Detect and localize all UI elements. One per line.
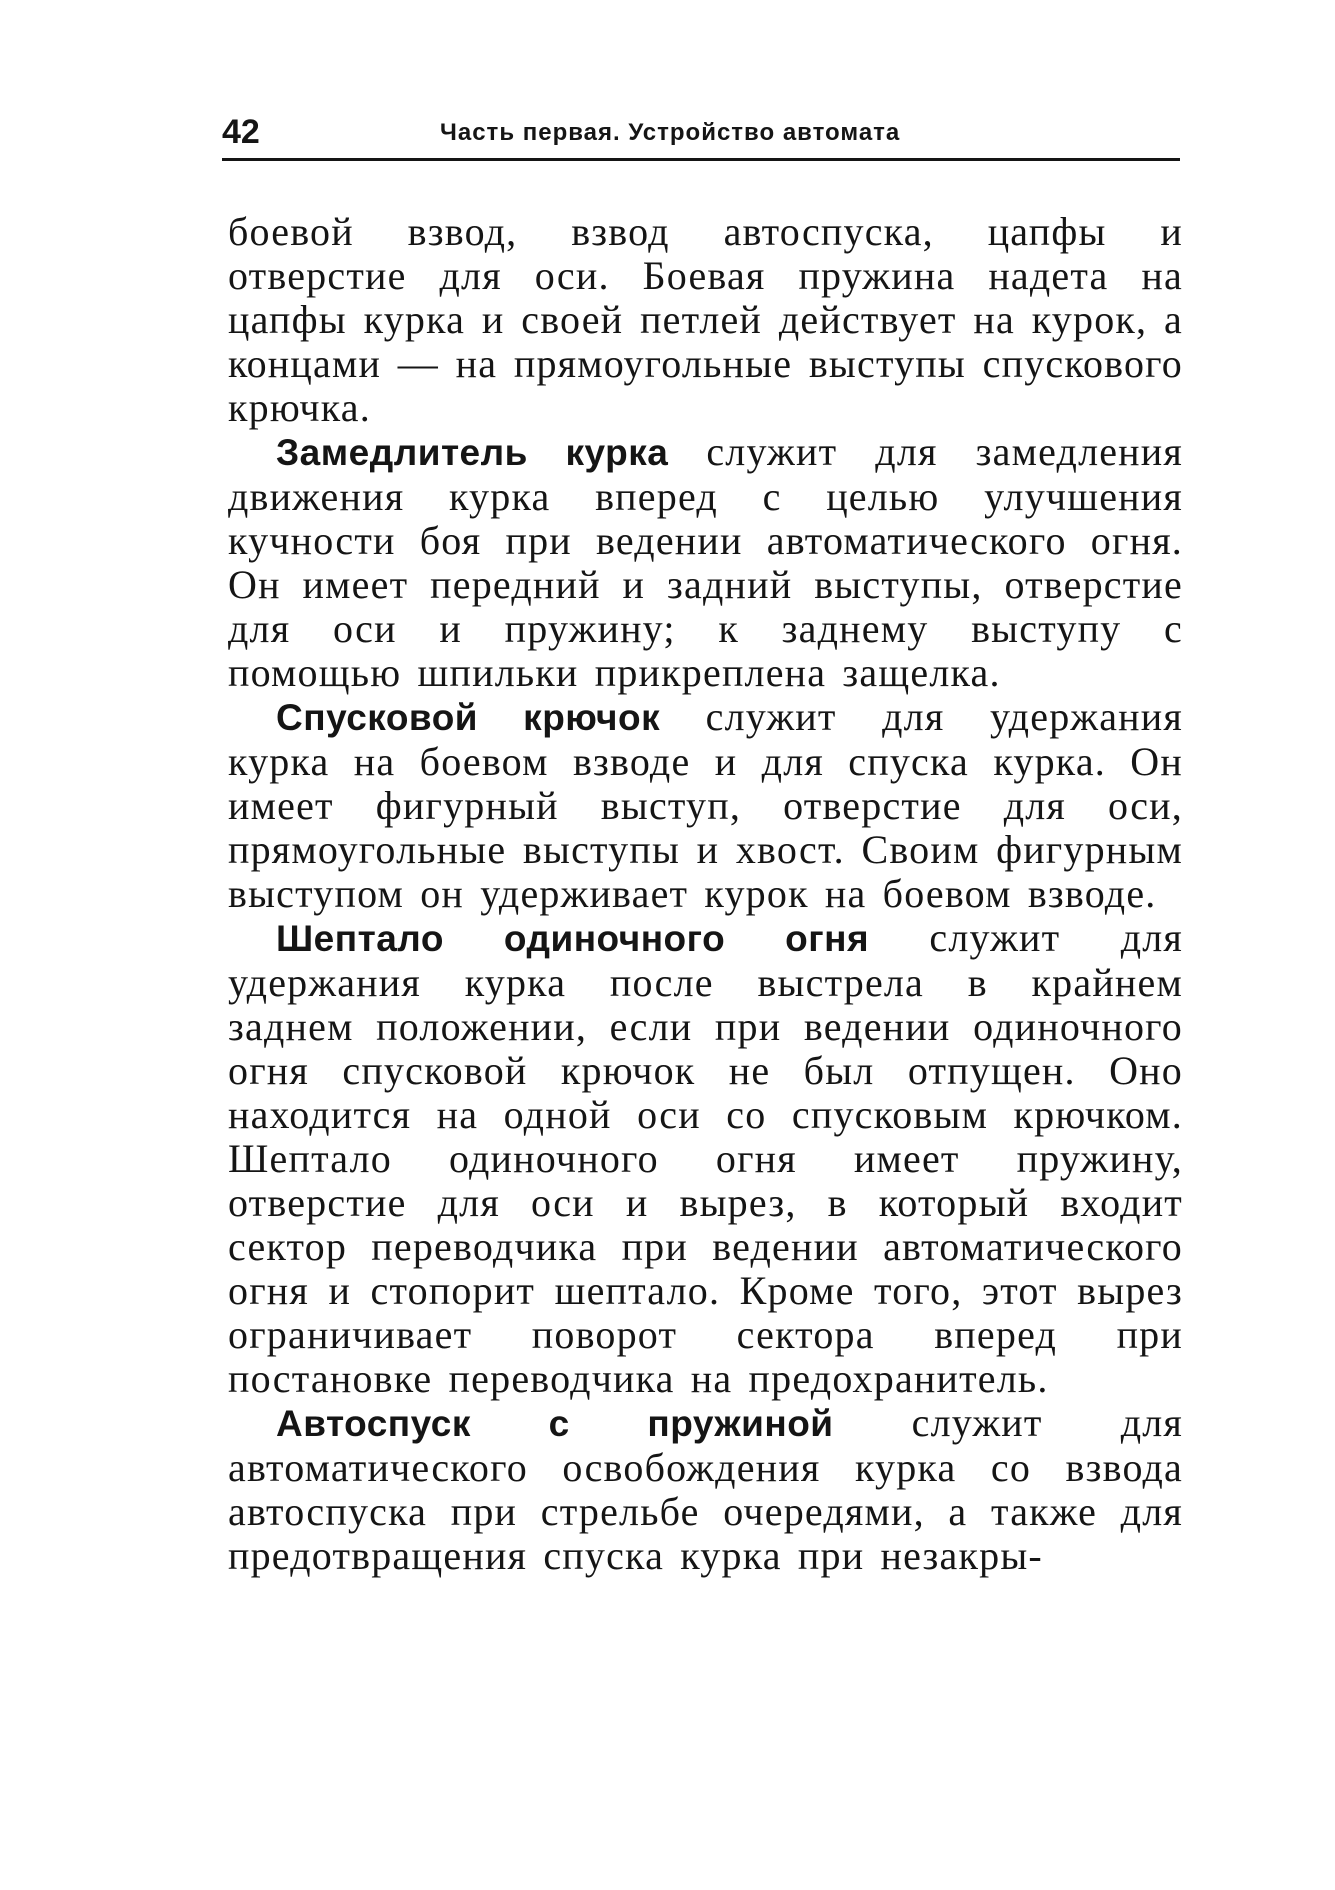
running-head: [222, 112, 1180, 161]
paragraph-text: служит для замедления движения курка вперед с целью улучшения кучности боя при ведении автоматического огня. Он имеет передний и задний выступы, отверстие для оси и пружину; к заднему выступу с помощью шпильки прикреплена защелка.: [228, 429, 1183, 695]
paragraph-auto-safety-sear: [228, 1401, 1183, 1578]
running-head-title: Часть первая. Устройство автомата: [440, 119, 901, 146]
term-heading: Автоспуск с пружиной: [276, 1403, 834, 1444]
paragraph-hammer-retarder: [228, 430, 1183, 695]
paragraph-text: служит для удержания курка на боевом взводе и для спуска курка. Он имеет фигурный выступ, отверстие для оси, прямоугольные выступы и хвост. Своим фигурным выступом он удерживает курок на боевом взводе.: [228, 694, 1183, 916]
term-heading: Шептало одиночного огня: [276, 918, 870, 959]
term-heading: Замедлитель курка: [276, 432, 669, 473]
term-heading: Спусковой крючок: [276, 697, 661, 738]
paragraph-single-fire-sear: [228, 916, 1183, 1401]
paragraph-text: служит для удержания курка после выстрела в крайнем заднем положении, если при ведении одиночного огня спусковой крючок не был отпущен. Оно находится на одной оси со спусковым крючком. Шептало одиночного огня имеет пружину, отверстие для оси и вырез, в который входит сектор переводчика при ведении автоматического огня и стопорит шептало. Кроме того, этот вырез ограничивает поворот сектора вперед при постановке переводчика на предохранитель.: [228, 915, 1184, 1401]
paragraph-text: служит для автоматического освобождения курка со взвода автоспуска при стрельбе очередями, а также для предотвращения спуска курка при незакры-: [228, 1400, 1184, 1578]
page-number: 42: [222, 113, 260, 151]
body-text: [228, 210, 1183, 1578]
paragraph-trigger: [228, 695, 1183, 916]
paragraph-continuation: [228, 210, 1183, 430]
paragraph-text: боевой взвод, взвод автоспуска, цапфы и отверстие для оси. Боевая пружина надета на цапфы курка и своей петлей действует на курок, а концами — на прямоугольные выступы спускового крючка.: [228, 209, 1183, 430]
